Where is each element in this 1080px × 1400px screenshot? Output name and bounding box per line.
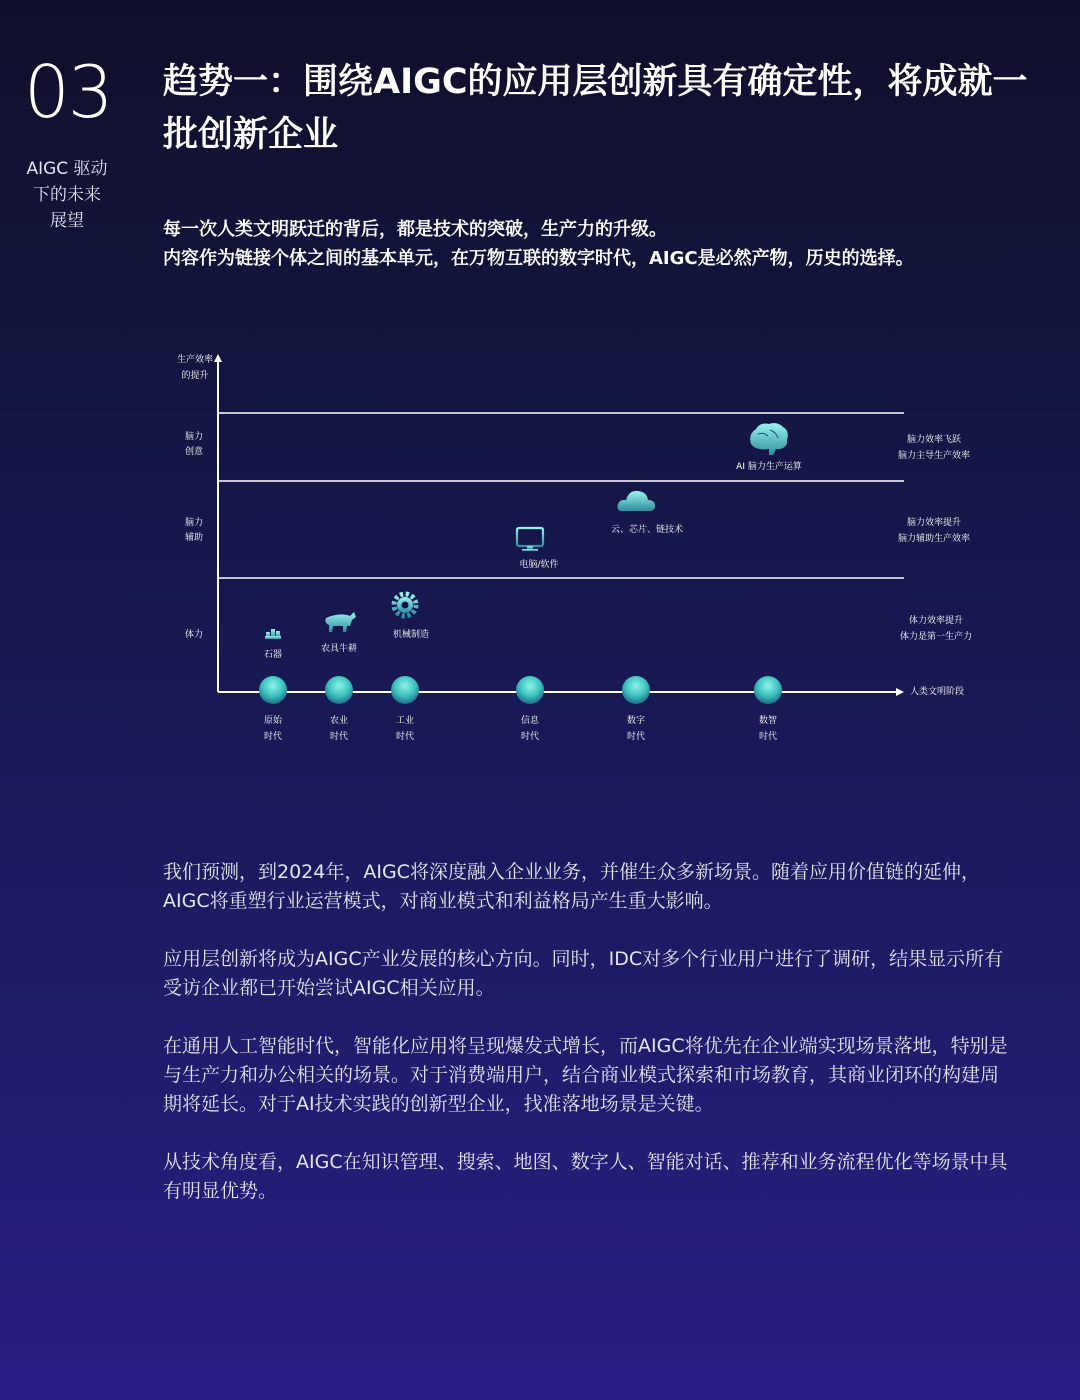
level-note: 脑力效率飞跃 (906, 435, 962, 445)
level-note: 脑力效率提升 (906, 518, 962, 528)
monitor-icon (517, 528, 543, 551)
era-name: 农业 (329, 716, 349, 726)
x-axis-label: 人类文明阶段 (910, 687, 965, 697)
era-item: 农具牛耕 (320, 644, 358, 654)
stone-tools-icon (265, 629, 281, 639)
era-name: 时代 (626, 732, 646, 742)
paragraph: 在通用人工智能时代，智能化应用将呈现爆发式增长，而AIGC将优先在企业端实现场景落地，特别是与生产力和办公相关的场景。对于消费端用户，结合商业模式探索和市场教育，其商业闭环的构建周期将延长。对于AI技术实践的创新型企业，找准落地场景是关键。 (163, 1035, 1008, 1115)
era-name: 信息 (520, 716, 540, 726)
cloud-icon (618, 491, 656, 511)
level-label: 脑力 (184, 518, 204, 528)
civilization-efficiency-diagram (0, 300, 1080, 800)
ox-icon (325, 612, 356, 632)
section-subtitle-line: 展望 (50, 211, 84, 231)
era-name: 数字 (626, 716, 646, 726)
y-axis-label: 生产效率 (176, 355, 214, 365)
section-subtitle-line: AIGC 驱动 (26, 159, 108, 179)
gear-icon (394, 594, 416, 616)
level-note: 脑力辅助生产效率 (897, 534, 971, 544)
era-item: 石器 (263, 650, 283, 660)
level-label: 辅助 (184, 533, 204, 543)
body-text (163, 858, 1008, 1235)
era-name: 时代 (329, 732, 349, 742)
era-node (391, 676, 419, 704)
era-item: 机械制造 (392, 630, 430, 640)
x-axis-arrow (896, 688, 904, 696)
lead-line: 每一次人类文明跃迁的背后，都是技术的突破，生产力的升级。 (163, 219, 667, 240)
era-node (516, 676, 544, 704)
era-name: 原始 (263, 716, 283, 726)
era-item: 云、芯片、链技术 (610, 525, 684, 535)
y-axis-label: 的提升 (181, 371, 209, 381)
y-axis-arrow (214, 354, 222, 362)
era-name: 时代 (395, 732, 415, 742)
section-number: 03 (24, 50, 112, 134)
level-note: 脑力主导生产效率 (897, 451, 971, 461)
page-title: 趋势一：围绕AIGC的应用层创新具有确定性，将成就一批创新企业 (163, 62, 1028, 155)
era-node (622, 676, 650, 704)
era-name: 数智 (758, 716, 778, 726)
era-name: 时代 (263, 732, 283, 742)
era-name: 工业 (395, 716, 415, 726)
era-node (259, 676, 287, 704)
paragraph: 从技术角度看，AIGC在知识管理、搜索、地图、数字人、智能对话、推荐和业务流程优化等场景中具有明显优势。 (163, 1151, 1008, 1202)
era-node (754, 676, 782, 704)
section-subtitle (20, 156, 114, 234)
section-subtitle-line: 下的未来 (33, 185, 101, 205)
era-item: 电脑/软件 (519, 560, 559, 570)
era-item: AI 脑力生产运算 (736, 462, 802, 472)
level-note: 体力是第一生产力 (899, 632, 973, 642)
lead-line: 内容作为链接个体之间的基本单元，在万物互联的数字时代，AIGC是必然产物，历史的选择。 (163, 248, 914, 269)
era-name: 时代 (758, 732, 778, 742)
era-name: 时代 (520, 732, 540, 742)
lead-text (163, 215, 1053, 273)
paragraph: 应用层创新将成为AIGC产业发展的核心方向。同时，IDC对多个行业用户进行了调研，结果显示所有受访企业都已开始尝试AIGC相关应用。 (163, 948, 1004, 999)
brain-icon (750, 423, 788, 455)
paragraph: 我们预测，到2024年，AIGC将深度融入企业业务，并催生众多新场景。随着应用价值链的延伸，AIGC将重塑行业运营模式，对商业模式和利益格局产生重大影响。 (163, 861, 980, 912)
level-note: 体力效率提升 (908, 616, 964, 626)
level-label: 创意 (184, 447, 204, 457)
level-label: 体力 (184, 630, 204, 640)
level-label: 脑力 (184, 432, 204, 442)
era-node (325, 676, 353, 704)
